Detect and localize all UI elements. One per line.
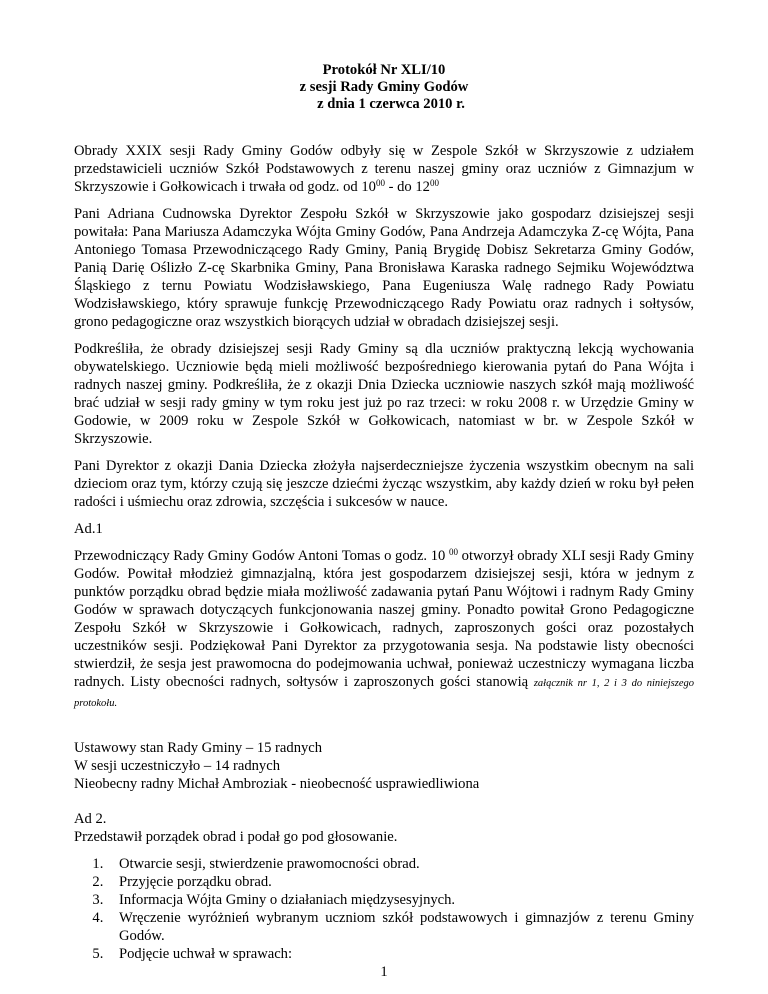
ad2-intro: Przedstawił porządek obrad i podał go pod głosowanie. [74, 829, 398, 845]
paragraph-chairman-text: Przewodniczący Rady Gminy Godów Antoni Tomas o godz. 10 [74, 548, 449, 564]
title-line-1: Protokół Nr XLI/10 [322, 62, 446, 78]
stats-line-2: W sesji uczestniczyło – 14 radnych [74, 758, 281, 774]
attachment-note: załącznik nr 1, 2 i 3 do niniejszego protokołu. [74, 678, 694, 709]
paragraph-chairman-text-2: otworzył obrady XLI sesji Rady Gminy Godów. Powitał młodzież gimnazjalną, która jest gospodarzem dzisiejszej sesji, która w jednym z punktów porządku obrad będzie miała możliwość zadawania pytań Panu Wójtowi i radnym Rady Gminy Godów w sprawach dotyczących funkcjonowania naszej gminy. Ponadto powitał Grono Pedagogiczne Zespołu Szkół w Skrzyszowie i Gołkowicach, radnych, zaproszonych gości oraz pozostałych uczestników sesji. Podziękował Pani Dyrektor za przygotowania sesja. Na podstawie listy obecności stwierdził, że sesja jest prawomocna do podejmowania uchwał, ponieważ uczestniczy wymagana liczba radnych. Listy obecności radnych, sołtysów i zaproszonych gości stanowią [74, 548, 694, 690]
council-stats [74, 739, 694, 793]
agenda-item: 3. Informacja Wójta Gminy o działaniach międzysesyjnych. [107, 891, 694, 909]
agenda-item: 1. Otwarcie sesji, stwierdzenie prawomocności obrad. [107, 855, 694, 873]
paragraph-opening-text: Obrady XXIX sesji Rady Gminy Godów odbyły się w Zespole Szkół w Skrzyszowie z udziałem przedstawicieli uczniów Szkół Podstawowych z terenu naszej gminy oraz uczniów z Gimnazjum w Skrzyszowie i Gołkowicach i trwała od godz. od 10 [74, 143, 694, 195]
document-page [74, 62, 694, 963]
time-superscript-2: 00 [429, 178, 439, 188]
stats-line-3: Nieobecny radny Michał Ambroziak - nieobecność usprawiedliwiona [74, 776, 480, 792]
title-line-3: z dnia 1 czerwca 2010 r. [317, 96, 465, 112]
title-line-2: z sesji Rady Gminy Godów [299, 79, 469, 95]
ad2-heading: Ad 2. [74, 811, 107, 827]
ad1-heading: Ad.1 [74, 521, 103, 537]
page-number: 1 [380, 964, 388, 980]
agenda-item: 5. Podjęcie uchwał w sprawach: [107, 945, 694, 963]
paragraph-opening [74, 142, 694, 196]
stats-line-1: Ustawowy stan Rady Gminy – 15 radnych [74, 740, 323, 756]
paragraph-greetings: Pani Adriana Cudnowska Dyrektor Zespołu Szkół w Skrzyszowie jako gospodarz dzisiejszej sesji powitała: Pana Mariusza Adamczyka Wójta Gminy Godów, Pana Andrzeja Adamczyka Z-cę Wójta, Pana Antoniego Tomasa Przewodniczącego Rady Gminy, Panią Brygidę Dobisz Sekretarza Gminy Godów, Panią Darię Oślizło Z-cę Skarbnika Gminy, Pana Bronisława Karaska radnego Sejmiku Województwa Śląskiego z ternu Powiatu Wodzisławskiego, Pana Eugeniusza Walę radnego Rady Powiatu Wodzisławskiego, który sprawuje funkcję Przewodniczącego Rady Powiatu oraz radnych i sołtysów, grono pedagogiczne oraz wszystkich biorących udział w obradach dzisiejszej sesji. [74, 206, 694, 330]
agenda-item: 2. Przyjęcie porządku obrad. [107, 873, 694, 891]
paragraph-emphasis: Podkreśliła, że obrady dzisiejszej sesji Rady Gminy są dla uczniów praktyczną lekcją wychowania obywatelskiego. Uczniowie będą mieli możliwość bezpośredniego kierowania pytań do Pana Wójta i radnych naszej gminy. Podkreśliła, że z okazji Dnia Dziecka uczniowie naszych szkół mają możliwość brać udział w sesji rady gminy w tym roku jest już po raz trzeci: w roku 2008 r. w Urzędzie Gminy w Godowie, w 2009 roku w Zespole Szkół w Gołkowicach, natomiast w br. w Zespole Szkół w Skrzyszowie. [74, 341, 694, 447]
agenda-item: 4. Wręczenie wyróżnień wybranym uczniom szkół podstawowych i gimnazjów z terenu Gminy Godów. [107, 909, 694, 945]
paragraph-opening-text-2: - do 12 [384, 179, 430, 195]
document-title [74, 62, 694, 113]
time-superscript-3: 00 [449, 547, 458, 557]
time-superscript: 00 [375, 178, 385, 188]
paragraph-wishes: Pani Dyrektor z okazji Dania Dziecka złożyła najserdeczniejsze życzenia wszystkim obecnym na sali dzieciom oraz tym, którzy czują się jeszcze dziećmi życząc wszystkim, aby każdy dzień w roku był pełen radości i uśmiechu oraz zdrowia, szczęścia i sukcesów w nauce. [74, 458, 694, 510]
paragraph-chairman [74, 547, 694, 713]
agenda-list [74, 855, 694, 963]
